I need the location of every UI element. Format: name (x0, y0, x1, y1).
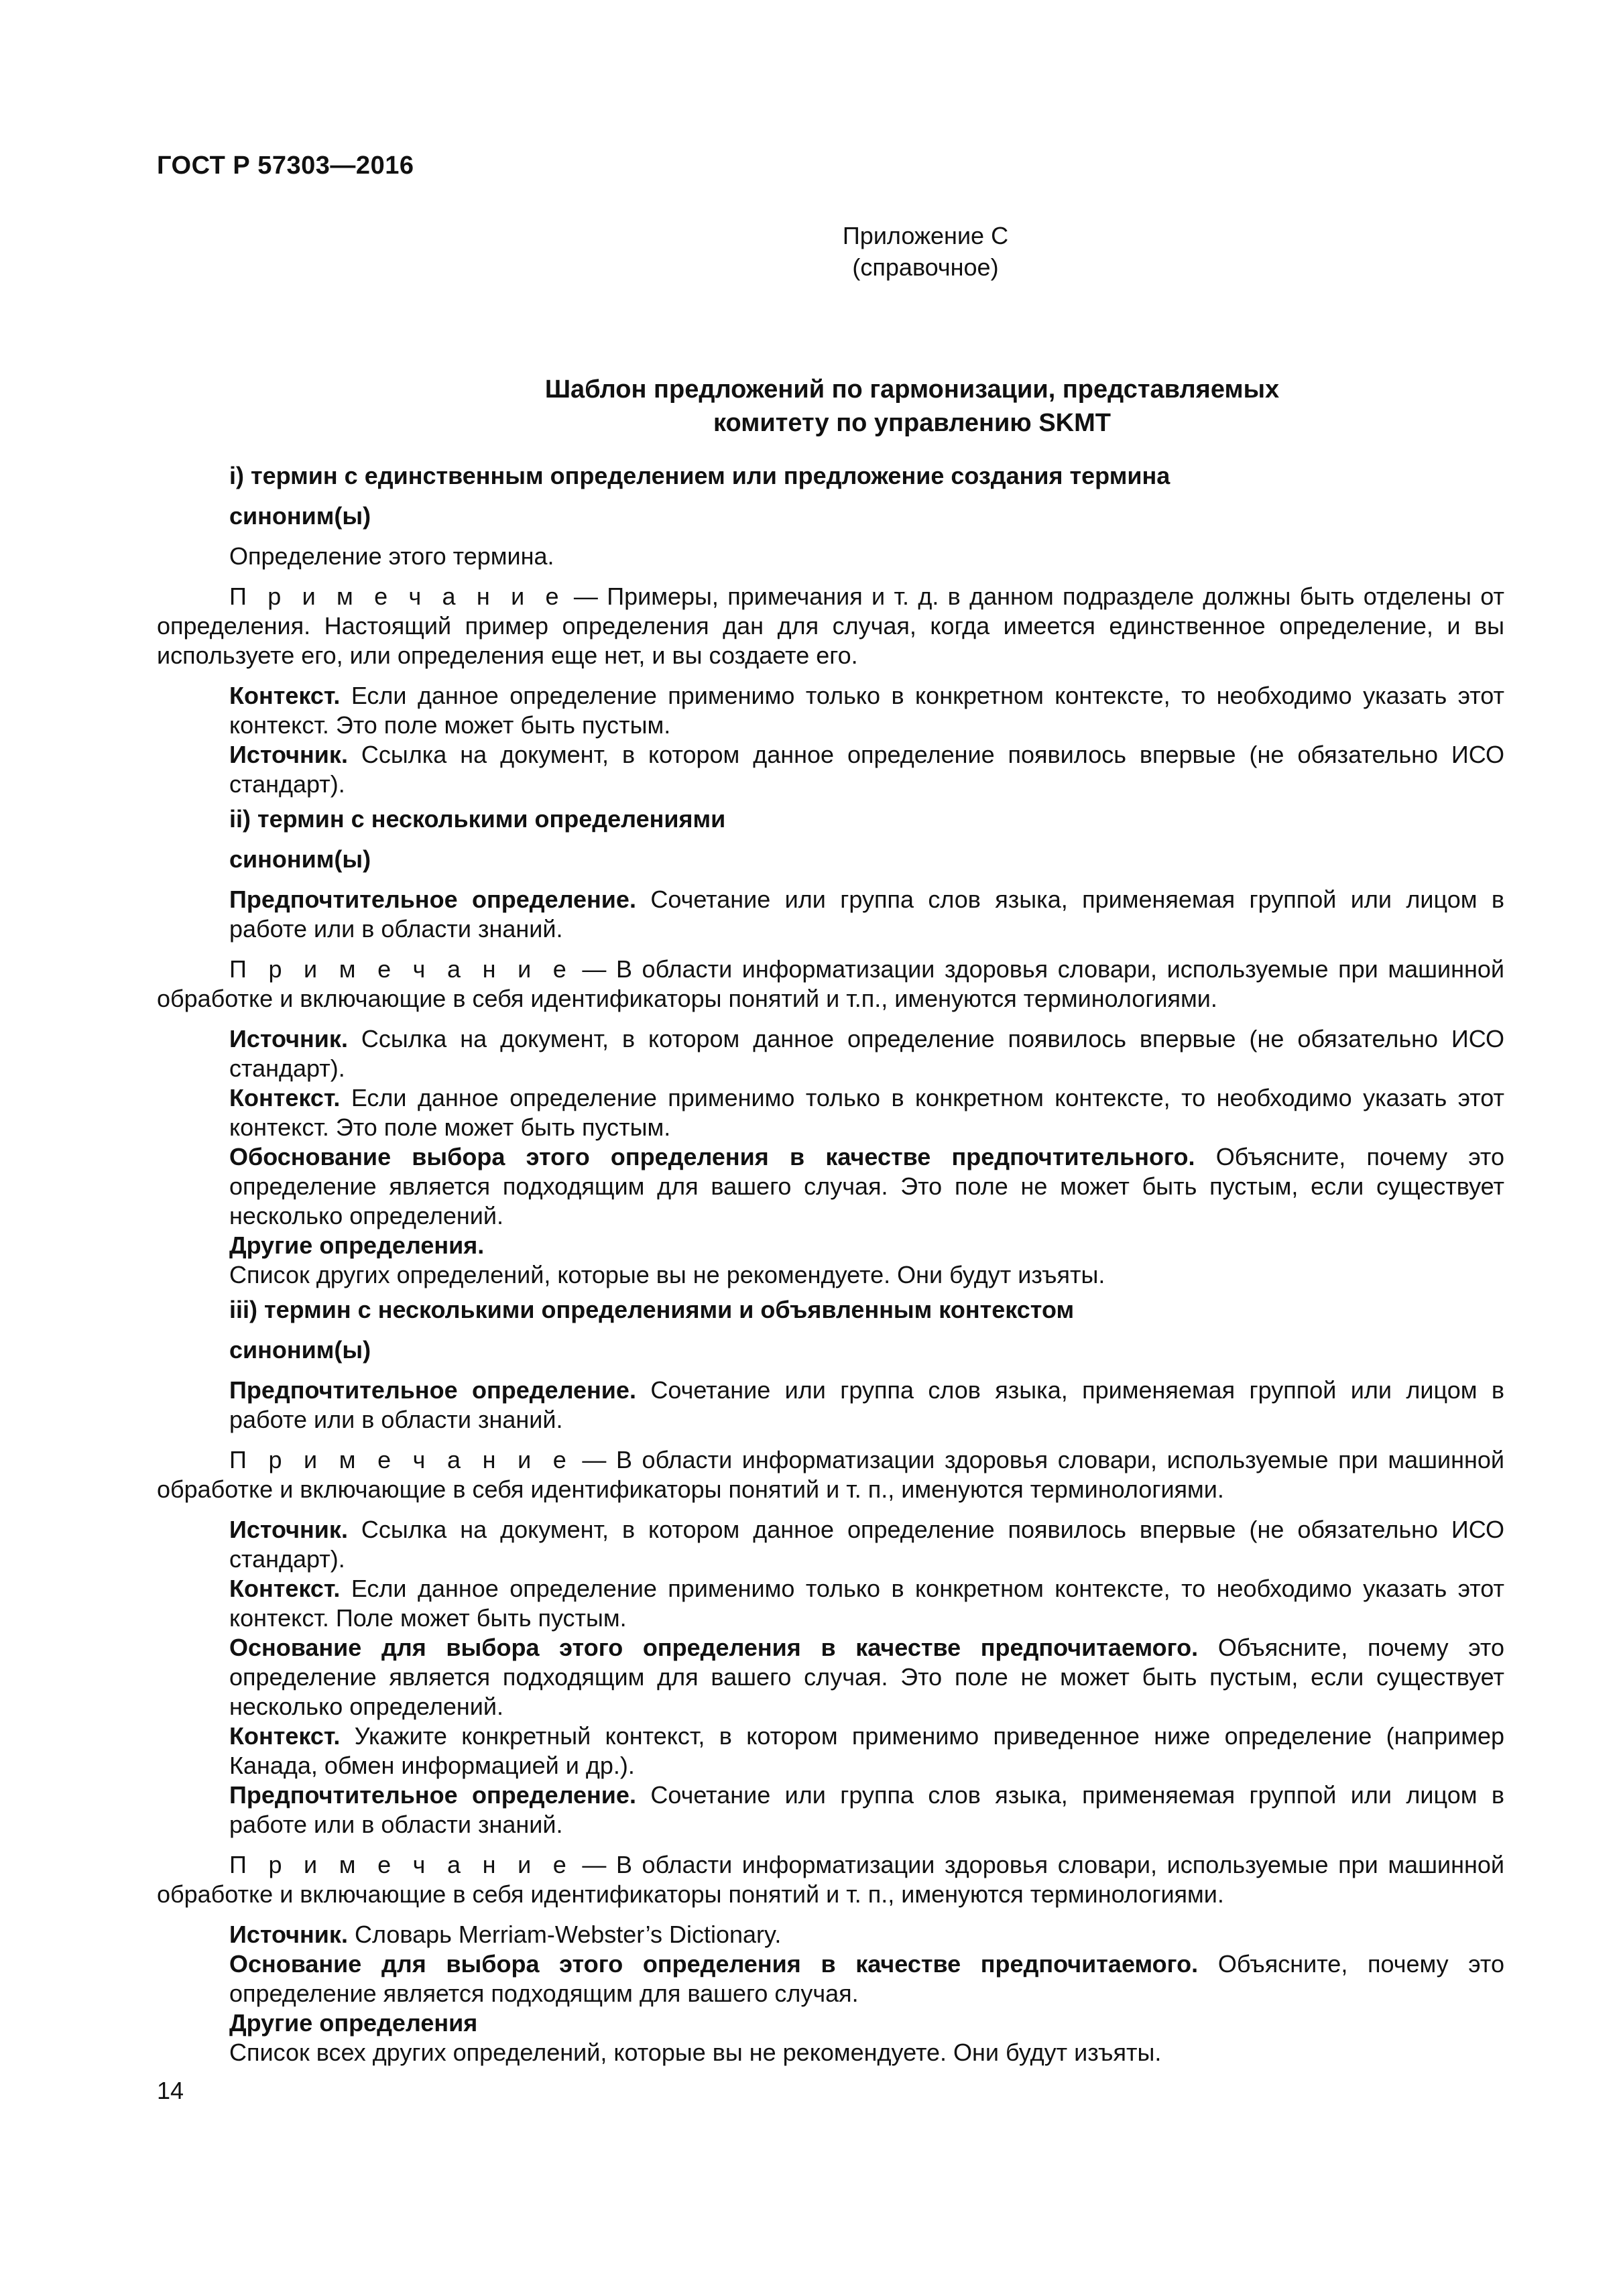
section-1-synonym: синоним(ы) (229, 502, 371, 530)
preferred-label: Предпочтительное определение. (229, 886, 636, 913)
section-3-source-2 (229, 1920, 1504, 1949)
reason-label: Обоснование выбора этого определения в качестве предпочтительного. (229, 1143, 1195, 1170)
section-3-note-2 (157, 1850, 1504, 1909)
section-1-note (157, 582, 1504, 670)
source-label: Источник. (229, 741, 348, 768)
annex-heading (0, 220, 1623, 283)
section-2-note (157, 955, 1504, 1014)
section-2-synonym: синоним(ы) (229, 845, 371, 873)
section-3-synonym: синоним(ы) (229, 1336, 371, 1364)
reason-text: Объясните, почему это определение является подходящим для вашего случая. (229, 1950, 1504, 2007)
note-text: — В области информатизации здоровья словари, используемые при машинной обработке и включающие в себя идентификаторы понятий и т. п., именуются терминологиями. (157, 1851, 1504, 1908)
document-title (0, 373, 1623, 440)
section-2-source (229, 1024, 1504, 1083)
reason-label: Основание для выбора этого определения в качестве предпочитаемого. (229, 1634, 1199, 1661)
context-text: Если данное определение применимо только в конкретном контексте, то необходимо указать этот контекст. Это поле может быть пустым. (229, 682, 1504, 739)
document-title-line-1: Шаблон предложений по гармонизации, представляемых (544, 375, 1280, 404)
context-text: Если данное определение применимо только в конкретном контексте, то необходимо указать этот контекст. Это поле может быть пустым. (229, 1084, 1504, 1141)
source-text: Ссылка на документ, в котором данное определение появилось впервые (не обязательно ИСО стандарт). (229, 741, 1504, 798)
section-3-preferred-2 (229, 1780, 1504, 1839)
note-label: П р и м е ч а н и е (229, 955, 573, 983)
section-3-reason-2 (229, 1949, 1504, 2008)
preferred-text: Сочетание или группа слов языка, применяемая группой или лицом в работе или в области знаний. (229, 886, 1504, 943)
section-3-reason (229, 1633, 1504, 1721)
context-label: Контекст. (229, 682, 341, 709)
annex-subtitle: (справочное) (852, 253, 999, 281)
document-body (157, 461, 1504, 2067)
context-label: Контекст. (229, 1722, 341, 1750)
section-3-heading: iii) термин с несколькими определениями и объявленным контекстом (229, 1296, 1075, 1323)
note-text: — В области информатизации здоровья словари, используемые при машинной обработке и включающие в себя идентификаторы понятий и т. п., именуются терминологиями. (157, 1446, 1504, 1503)
preferred-label: Предпочтительное определение. (229, 1781, 636, 1809)
section-3-context (229, 1574, 1504, 1633)
note-text: — В области информатизации здоровья словари, используемые при машинной обработке и включающие в себя идентификаторы понятий и т.п., именуются терминологиями. (157, 955, 1504, 1012)
section-1-context (229, 681, 1504, 740)
source-label: Источник. (229, 1921, 348, 1948)
note-text: — Примеры, примечания и т. д. в данном подразделе должны быть отделены от определения. Настоящий пример определения дан для случая, когда имеется единственное определение, и вы используете его, или определения еще нет, и вы создаете его. (157, 583, 1504, 669)
section-3-preferred (229, 1376, 1504, 1435)
section-1-source (229, 740, 1504, 799)
section-2-context (229, 1083, 1504, 1142)
section-2-other-text: Список других определений, которые вы не рекомендуете. Они будут изъяты. (229, 1261, 1105, 1288)
preferred-label: Предпочтительное определение. (229, 1376, 636, 1404)
context-text: Если данное определение применимо только в конкретном контексте, то необходимо указать этот контекст. Поле может быть пустым. (229, 1575, 1504, 1632)
source-text: Словарь Merriam-Webster’s Dictionary. (347, 1921, 782, 1948)
source-text: Ссылка на документ, в котором данное определение появилось впервые (не обязательно ИСО стандарт). (229, 1025, 1504, 1082)
context-text: Укажите конкретный контекст, в котором применимо приведенное ниже определение (например Канада, обмен информацией и др.). (229, 1722, 1504, 1779)
section-2-reason (229, 1142, 1504, 1231)
reason-text: Объясните, почему это определение является подходящим для вашего случая. Это поле не может быть пустым, если существует несколько определений. (229, 1143, 1504, 1229)
source-label: Источник. (229, 1516, 348, 1543)
reason-label: Основание для выбора этого определения в качестве предпочитаемого. (229, 1950, 1199, 1978)
section-2-other-label: Другие определения. (229, 1231, 485, 1259)
section-2-heading: ii) термин с несколькими определениями (229, 805, 726, 833)
page-number: 14 (157, 2077, 184, 2104)
reason-text: Объясните, почему это определение является подходящим для вашего случая. Это поле не может быть пустым, если существует несколько определений. (229, 1634, 1504, 1720)
section-3-source (229, 1515, 1504, 1574)
note-label: П р и м е ч а н и е (229, 1851, 573, 1878)
preferred-text: Сочетание или группа слов языка, применяемая группой или лицом в работе или в области знаний. (229, 1376, 1504, 1433)
document-title-line-2: комитету по управлению SKMT (713, 409, 1111, 437)
note-label: П р и м е ч а н и е (229, 583, 565, 610)
context-label: Контекст. (229, 1084, 341, 1111)
section-2-preferred (229, 885, 1504, 944)
section-3-other-label: Другие определения (229, 2009, 478, 2037)
standard-header: ГОСТ Р 57303—2016 (157, 152, 414, 180)
source-text: Ссылка на документ, в котором данное определение появилось впервые (не обязательно ИСО стандарт). (229, 1516, 1504, 1573)
section-1-heading: i) термин с единственным определением или предложение создания термина (229, 462, 1170, 489)
annex-title: Приложение С (842, 222, 1009, 249)
note-label: П р и м е ч а н и е (229, 1446, 573, 1473)
source-label: Источник. (229, 1025, 348, 1052)
section-3-context-2 (229, 1721, 1504, 1780)
section-1-definition: Определение этого термина. (229, 542, 554, 570)
context-label: Контекст. (229, 1575, 341, 1602)
preferred-text: Сочетание или группа слов языка, применяемая группой или лицом в работе или в области знаний. (229, 1781, 1504, 1838)
section-3-other-text: Список всех других определений, которые вы не рекомендуете. Они будут изъяты. (229, 2039, 1162, 2066)
section-3-note (157, 1445, 1504, 1504)
